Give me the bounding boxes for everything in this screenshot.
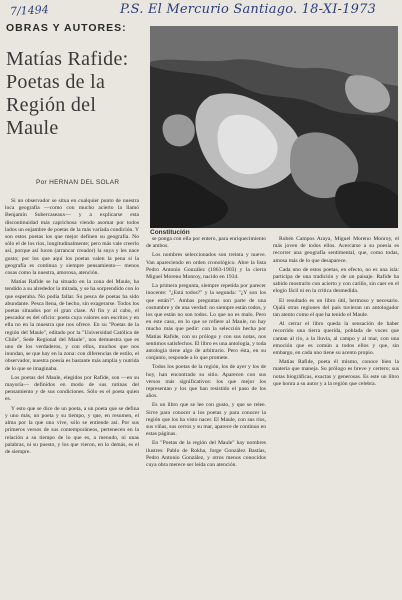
- source-note: P.S. El Mercurio Santiago. 18-XI-1973: [120, 2, 377, 17]
- article-photo: [150, 26, 398, 228]
- byline: Por HERNAN DEL SOLAR: [36, 179, 120, 186]
- paragraph: Al cerrar el libro queda la sensación de haber recorrido una tierra querida, poblada de voces que cantan al río, a la lluvia, al campo y al mar, con una emoción que es común a todos ellos y que, sin embargo, en cada uno tiene su acento propio.: [273, 321, 399, 357]
- paragraph: Los poetas del Maule, elegidos por Rafide, son —en su mayoría— definidos en modo de sus rutinas del pensamiento y de sus condiciones. Sólo es el poeta quien es.: [5, 374, 139, 403]
- paragraph: Matías Rafide, poeta él mismo, conoce bien la materia que maneja. Su prólogo es breve y certero; sus notas biográficas, exactas y generosas. Es este un libro que honra a su autor y a la región que celebra.: [273, 359, 399, 387]
- text-column-1: [5, 198, 139, 596]
- paragraph: Todos los poetas de la región, los de ayer y los de hoy, han encontrado su sitio. Aparecen con sus versos más significativos: los que mejor los representan y los que han resistido el paso de los años.: [146, 364, 266, 400]
- paragraph: Si un observador se situa en cualquier punto de nuestra loca geografía —como con mucho acierto la llamó Benjamín Subercaseaux— y a explicarse esta discontinuidad más caprichosa viendo asomar por todos lados un enjambre de poetas de la más variada condición. Y son estos poetas los que mejor definen su geografía. No sólo el de los ríos, longitudinalmente; pero más vale creerlo así, porque así lucen (arrancar creador) la suya y les nace gusto; por los que aquí los poetas valen la pena si la geografía es continua y siempre pensamiento— menos cosas como la nuestra, amorosa, atención.: [5, 198, 139, 277]
- text-column-2: [146, 236, 266, 596]
- paragraph: Matías Rafide se ha situado en la zona del Maule, ha tendido a su alrededor la mirada, y se ha sorprendido con lo que esperaba. No podía fallar. Su pesca de poetas ha sido abundante. Pesca llena, de hecho, sin exagerarse. Todos los poetas situados por el gran clase. Al fin y al cabo, el pescador es del oficio: poeta cuya valores son escritos y en ella no en la muestra que nos ofrece. En su "Poetas de la región del Maule", editado por la "Universidad Católica de Chile", Sede Regional del Maule", nos demuestra que es uno de los verdaderos, y con ellos, muchos que nos inundan, se que hay en la zona: con diferencias de estilo, el observador, nuestra poesía es bastante más amplia y nutrida de lo que se imaginaba.: [5, 279, 139, 372]
- section-kicker: OBRAS Y AUTORES:: [6, 22, 127, 34]
- paragraph: Rubén Campos Araya, Miguel Moreno Monroy, el más joven de todos ellos. Acercarse a su poesía es recorrer una geografía sentimental, que, como todas, amosa más de lo que desaparece.: [273, 236, 399, 264]
- headline-line: Poetas de la: [6, 71, 106, 93]
- paragraph: El resultado es un libro útil, hermoso y necesario. Ojalá otras regiones del país tuvieran un antologador tan atento como el que ha tenido el Maule.: [273, 297, 399, 319]
- paragraph: La primera pregunta, siempre repetida por parecer inocente: "¿Está todos?" y la segunda: "¿Y son los que están?". Ambas preguntas son parte de una costumbre y de una verdad: no siempre están todos, y los que están no son todos. Lo que no es malo. Pero en este caso, en lo que se refiere al Maule, no hay mucho más que pedir: con la selección hecha por Matías Rafide, con su prólogo y con sus notas, nos sentimos satisfechos. El libro es una antología, y toda antología tiene algo de arbitrario. Pero ésta, en su conjunto, responde a lo que promete.: [146, 283, 266, 362]
- headline-line: Maule: [6, 117, 59, 139]
- archive-number: 7/1494: [9, 2, 50, 19]
- text-column-3: [273, 236, 399, 596]
- headline-line: Región del: [6, 94, 97, 116]
- photo-caption: Constitución: [150, 229, 190, 236]
- paragraph: Cada uno de estos poetas, en efecto, no es una isla: participa de una tradición y de un paisaje. Rafide ha sabido mostrarlo con acierto y con cariño, sin caer en el elogio fácil ni en la crítica desmedida.: [273, 266, 399, 295]
- paragraph: En "Poetas de la región del Maule" hay nombres ilustres: Pablo de Rokha, Jorge González Bastías, Pedro Antonio González, y otros menos conocidos cuya obra merece ser leída con atención.: [146, 440, 266, 469]
- article-headline: [6, 48, 156, 140]
- paragraph: Y esto que se dice de un poeta, a un poeta que se defina y uno más, un poeta y su tiempo, y que, en resumen, el alma por la que uno vive, sólo se entiende así. Por sus primeros versos de sus contemporáneos, pertenecen en la relación a su tiempo de lo que es, a menudo, ni unas palabras, ni su puesto, y los que vieron, en lo demás, es el de siempre.: [5, 405, 139, 455]
- paragraph: se ponga con ella por entero, para enriquecimiento de ambos.: [146, 236, 266, 250]
- photo-rocks-sea: [150, 26, 398, 228]
- handwritten-annotation: [4, 2, 400, 22]
- paragraph: Es un libro que se lee con gusto, y que se relee. Sirve para conocer a los poetas y para conocer la región que los ha visto nacer. El Maule, con sus ríos, sus viñas, sus cerros y su mar, aparece de continuo en estas páginas.: [146, 402, 266, 438]
- paragraph: Los nombres seleccionados son treinta y nueve. Van apareciendo en orden cronológico. Abre la lista Pedro Antonio González (1863-1903) y la cierra Miguel Moreno Monroy, nacido en 1934.: [146, 252, 266, 281]
- headline-line: Matías Rafide:: [6, 48, 129, 70]
